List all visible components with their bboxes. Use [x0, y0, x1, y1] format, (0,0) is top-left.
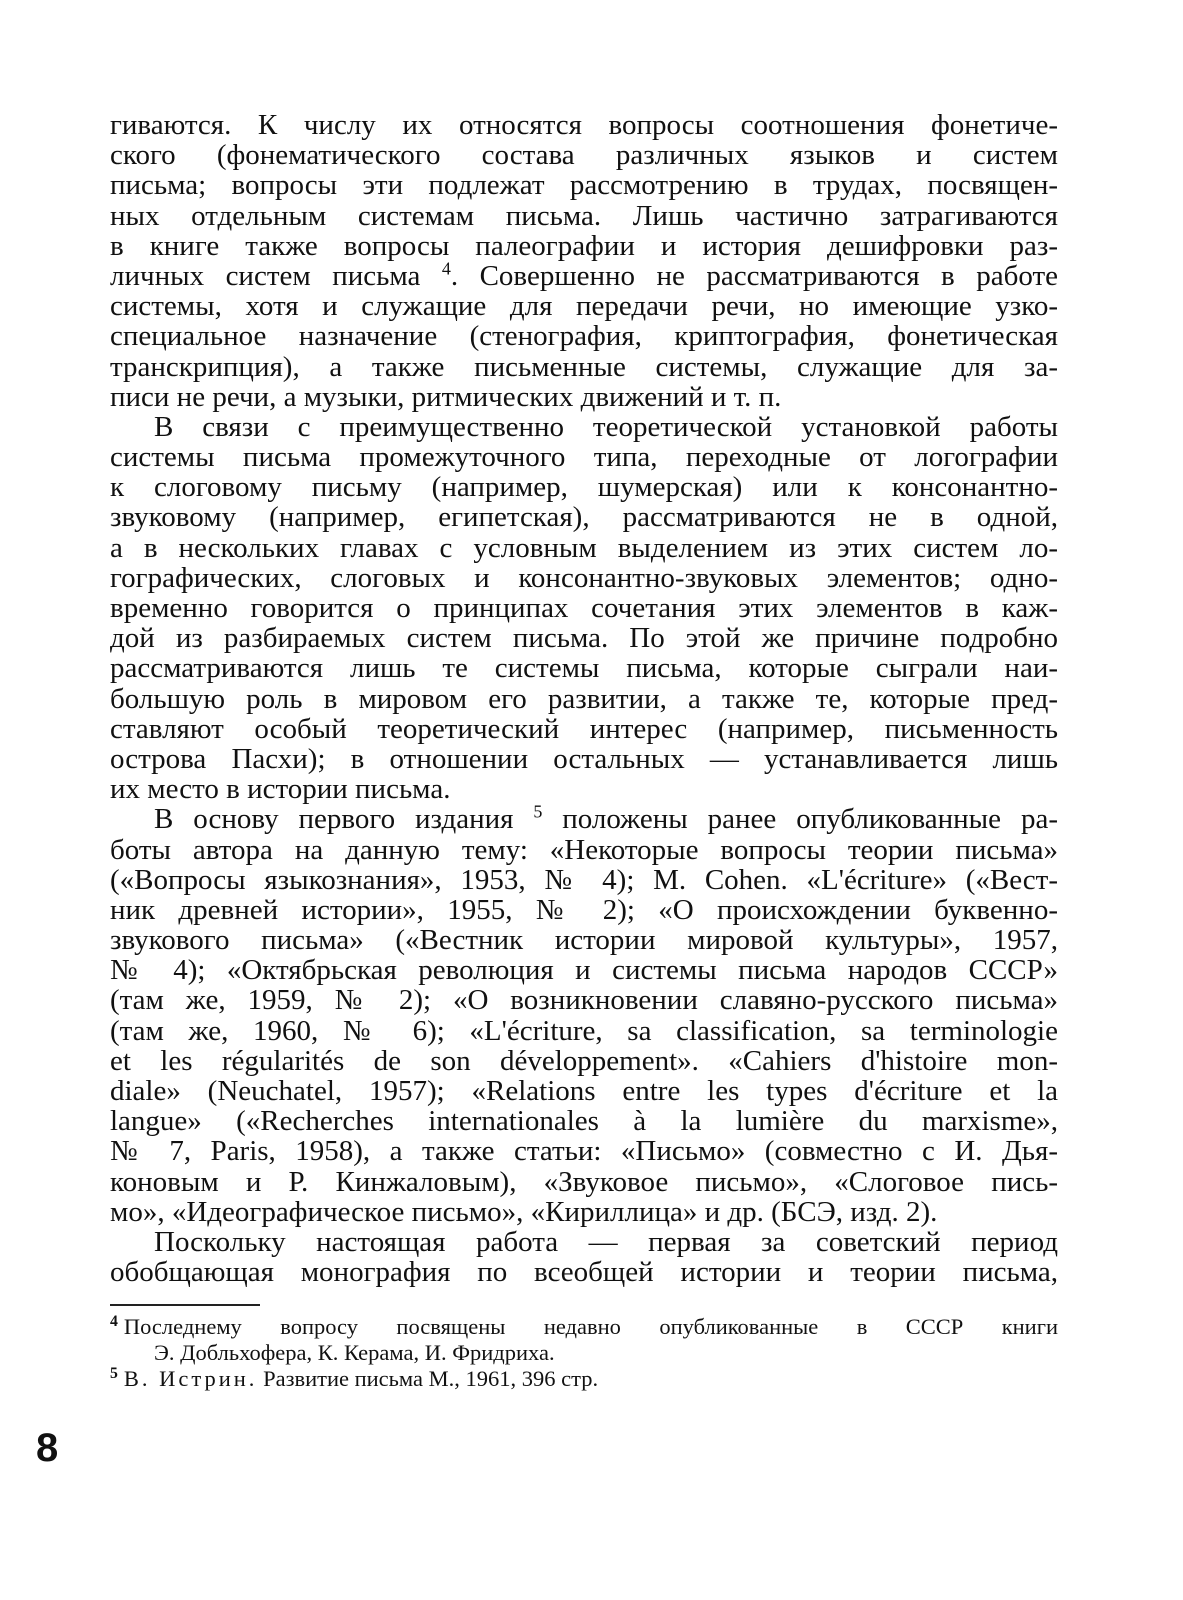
text-line: транскрипция), а также письменные системы, служащие для за- — [110, 350, 1058, 383]
footnote-text: Развитие письма М., 1961, 396 стр. — [257, 1366, 599, 1391]
text-line: системы, хотя и служащие для передачи речи, но имеющие узко- — [110, 290, 1058, 323]
text-line: к слоговому письму (например, шумерская) или к консонантно- — [110, 471, 1058, 504]
text-line: звукового письма» («Вестник истории мировой культуры», 1957, — [110, 924, 1058, 957]
text-line: острова Пасхи); в отношении остальных — устанавливается лишь — [110, 742, 1058, 775]
paragraph-3 — [110, 801, 1058, 1228]
footnote-reference-5: 5 — [533, 801, 543, 822]
paragraph-2 — [110, 412, 1058, 804]
text-line: В связи с преимущественно теоретической установкой работы — [154, 410, 1058, 443]
text-line: гографических, слоговых и консонантно-звуковых элементов; одно- — [110, 561, 1058, 594]
text-line: langue» («Recherches internationales à la lumière du marxisme», — [110, 1105, 1058, 1138]
text-line: их место в истории письма. — [110, 773, 451, 806]
footnote-line: Э. Добльхофера, К. Керама, И. Фридриха. — [154, 1340, 555, 1365]
text-segment: . Совершенно не рассматриваются в работе — [450, 259, 1058, 292]
text-line: в книге также вопросы палеографии и история дешифровки раз- — [110, 229, 1058, 262]
text-line: звуковому (например, египетская), рассматриваются не в одной, — [110, 501, 1058, 534]
text-line: ставляют особый теоретический интерес (например, письменность — [110, 712, 1058, 745]
text-segment: личных систем письма — [110, 259, 442, 292]
footnotes — [110, 1314, 1058, 1392]
text-line: гиваются. К числу их относятся вопросы соотношения фонетиче- — [110, 109, 1058, 141]
text-line: временно говорится о принципах сочетания этих элементов в каж- — [110, 592, 1058, 624]
main-text — [110, 110, 1058, 1287]
text-line: Поскольку настоящая работа — первая за советский период — [154, 1225, 1058, 1258]
text-line: diale» (Neuchatel, 1957); «Relations entre les types d'écriture et la — [110, 1075, 1058, 1107]
text-line: специальное назначение (стенография, криптография, фонетическая — [110, 320, 1058, 353]
footnote-divider — [110, 1304, 260, 1306]
text-line: № 4); «Октябрьская революция и системы письма народов СССР» — [110, 954, 1058, 987]
footnote-line — [110, 1366, 1058, 1392]
text-line: дой из разбираемых систем письма. По этой же причине подробно — [110, 622, 1058, 655]
page-number: 8 — [36, 1426, 59, 1470]
text-line: № 7, Paris, 1958), а также статьи: «Письмо» (совместно с И. Дья- — [110, 1135, 1058, 1168]
text-line: ского (фонематического состава различных языков и систем — [110, 139, 1058, 172]
paragraph-1 — [110, 110, 1058, 412]
text-line: системы письма промежуточного типа, переходные от логографии — [110, 441, 1058, 474]
footnote-reference-4: 4 — [441, 258, 451, 279]
footnote-4 — [110, 1314, 1058, 1366]
text-line: рассматриваются лишь те системы письма, которые сыграли наи- — [110, 652, 1058, 685]
footnote-author: В. Истрин. — [123, 1366, 258, 1391]
footnote-text: Последнему вопросу посвящены недавно опубликованные в СССР книги — [123, 1314, 1058, 1339]
text-line: а в нескольких главах с условным выделением из этих систем ло- — [110, 531, 1058, 564]
text-line: мо», «Идеографическое письмо», «Кириллица» и др. (БСЭ, изд. 2). — [110, 1195, 938, 1228]
text-line: ник древней истории», 1955, № 2); «О происхождении буквенно- — [110, 893, 1058, 926]
text-line: боты автора на данную тему: «Некоторые вопросы теории письма» — [110, 833, 1058, 866]
text-line: (там же, 1959, № 2); «О возникновении славяно-русского письма» — [110, 984, 1058, 1017]
text-line — [110, 258, 1058, 292]
text-segment: В основу первого издания — [154, 803, 534, 836]
text-line: («Вопросы языкознания», 1953, № 4); М. Cohen. «L'écriture» («Вест- — [110, 863, 1058, 896]
paragraph-4 — [110, 1227, 1058, 1287]
text-segment: положены ранее опубликованные ра- — [542, 803, 1058, 836]
footnote-mark: 5 — [110, 1364, 118, 1382]
text-line: et les régularités de son développement». «Cahiers d'histoire mon- — [110, 1044, 1058, 1077]
text-line: большую роль в мировом его развитии, а также те, которые пред- — [110, 682, 1058, 715]
text-line: (там же, 1960, № 6); «L'écriture, sa classification, sa terminologie — [110, 1014, 1058, 1047]
text-line: писи не речи, а музыки, ритмических движений и т. п. — [110, 380, 782, 413]
text-line: коновым и Р. Кинжаловым), «Звуковое письмо», «Слоговое пись- — [110, 1165, 1058, 1198]
text-line: обобщающая монография по всеобщей истории и теории письма, — [110, 1256, 1058, 1289]
text-line: письма; вопросы эти подлежат рассмотрению в трудах, посвящен- — [110, 169, 1058, 202]
text-line: ных отдельным системам письма. Лишь частично затрагиваются — [110, 199, 1058, 232]
footnote-line — [110, 1314, 1058, 1340]
text-line — [110, 801, 1058, 836]
footnote-5 — [110, 1366, 1058, 1392]
footnote-mark: 4 — [110, 1312, 118, 1330]
